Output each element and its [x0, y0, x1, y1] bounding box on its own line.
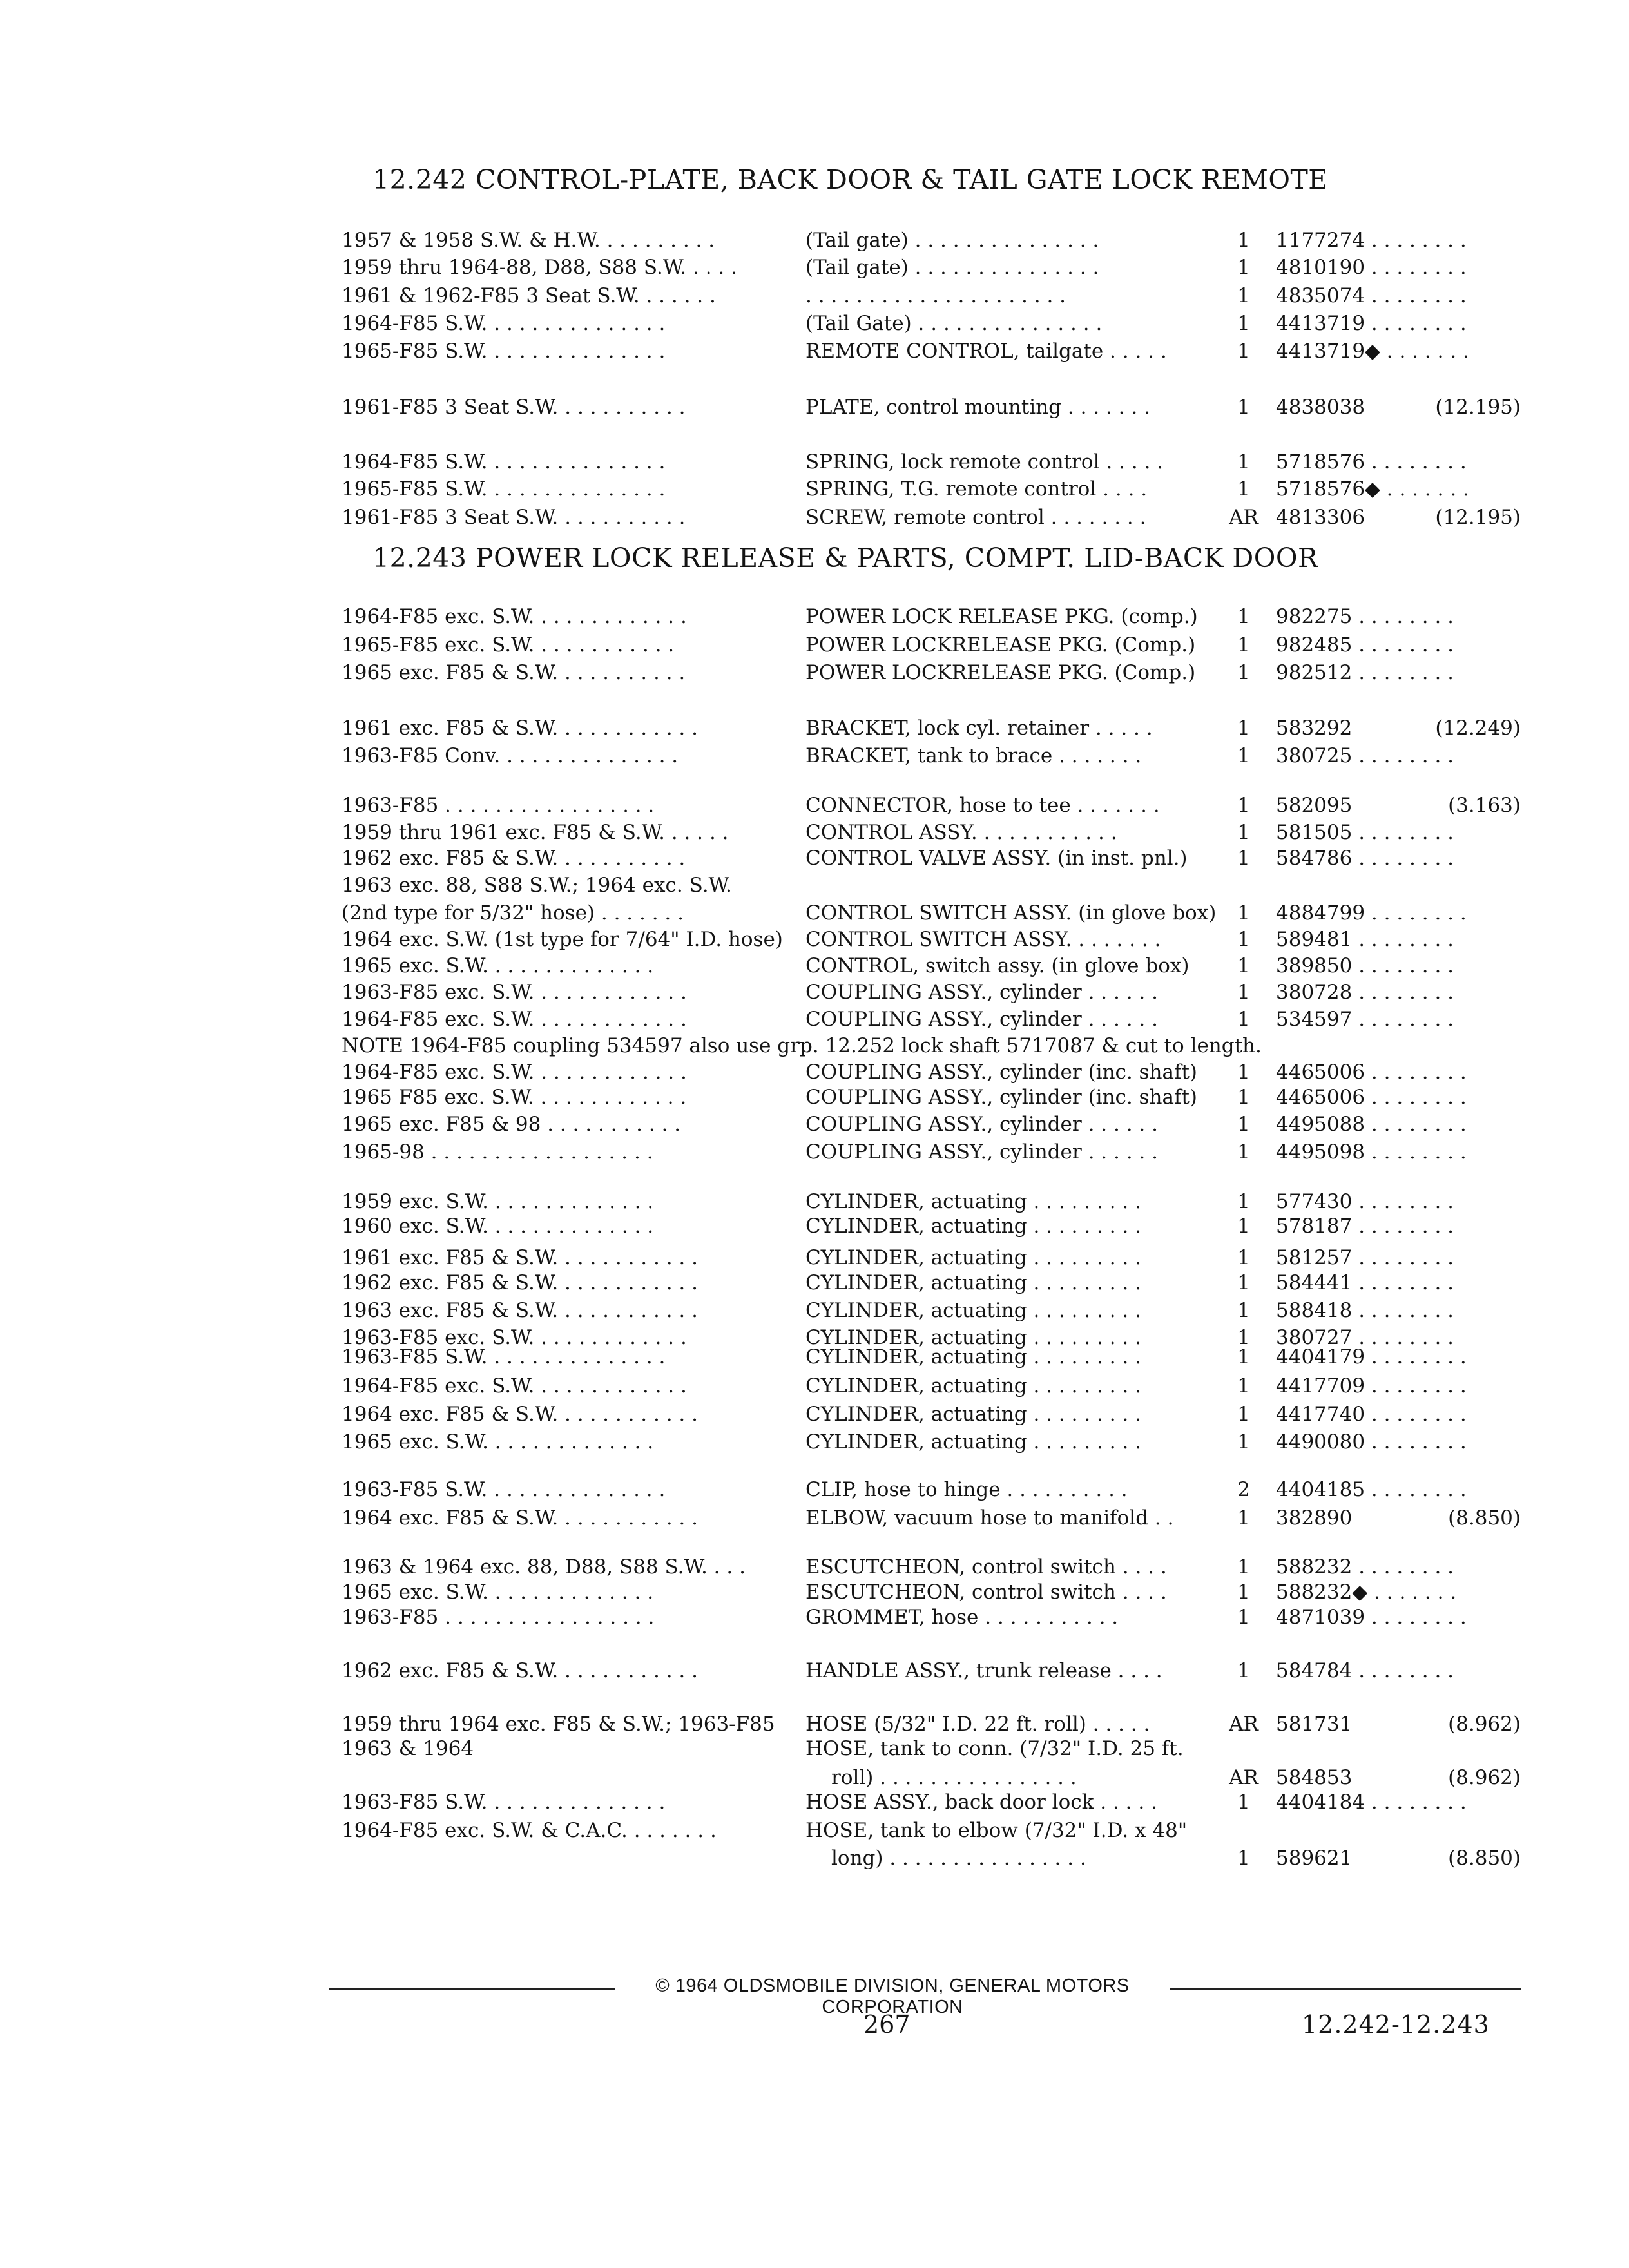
table-row: [342, 820, 1521, 845]
quantity-cell: 1: [1237, 340, 1250, 363]
table-row: [342, 1344, 1521, 1370]
quantity-cell: 1: [1237, 1008, 1250, 1031]
part-number-cell: 584784 . . . . . . . .: [1276, 1659, 1454, 1682]
part-number-cell: 4465006 . . . . . . . .: [1276, 1086, 1467, 1109]
model-cell: 1961-F85 3 Seat S.W. . . . . . . . . . .: [342, 506, 686, 529]
model-cell: (2nd type for 5/32" hose) . . . . . . .: [342, 901, 684, 925]
part-number-cell: 380727 . . . . . . . .: [1276, 1326, 1454, 1349]
model-cell: 1963-F85 Conv. . . . . . . . . . . . . . .: [342, 744, 679, 767]
table-row: [342, 927, 1521, 952]
model-cell: 1962 exc. F85 & S.W. . . . . . . . . . .: [342, 847, 686, 870]
quantity-cell: AR: [1229, 506, 1258, 529]
table-row: [342, 1505, 1521, 1531]
model-cell: 1964-F85 S.W. . . . . . . . . . . . . . .: [342, 312, 666, 335]
table-row: [342, 1006, 1521, 1032]
quantity-cell: 1: [1237, 1113, 1250, 1136]
table-row: [342, 604, 1521, 629]
model-cell: 1961-F85 3 Seat S.W. . . . . . . . . . .: [342, 396, 686, 419]
model-cell: 1965-F85 S.W. . . . . . . . . . . . . . .: [342, 477, 666, 501]
part-number-cell: 380725 . . . . . . . .: [1276, 744, 1454, 767]
model-cell: 1964 exc. F85 & S.W. . . . . . . . . . . .: [342, 1506, 698, 1530]
table-row: [342, 1059, 1521, 1085]
part-number-cell: 380728 . . . . . . . .: [1276, 981, 1454, 1004]
model-cell: 1959 thru 1964 exc. F85 & S.W.; 1963-F85: [342, 1713, 775, 1736]
quantity-cell: 1: [1237, 1374, 1250, 1398]
part-number-cell: 4417740 . . . . . . . .: [1276, 1403, 1467, 1426]
description-cell: COUPLING ASSY., cylinder . . . . . .: [805, 981, 1158, 1004]
description-cell: BRACKET, lock cyl. retainer . . . . .: [805, 716, 1153, 740]
part-number-cell: 4413719◆ . . . . . . .: [1276, 340, 1469, 363]
model-cell: 1963-F85 . . . . . . . . . . . . . . . . .: [342, 1606, 655, 1629]
table-row: [342, 1033, 1521, 1059]
table-row: [342, 660, 1521, 686]
quantity-cell: 1: [1237, 716, 1250, 740]
description-cell: POWER LOCKRELEASE PKG. (Comp.): [805, 633, 1196, 657]
group-reference-cell: (12.195): [1435, 506, 1521, 529]
part-number-cell: 4495088 . . . . . . . .: [1276, 1113, 1467, 1136]
description-cell: POWER LOCKRELEASE PKG. (Comp.): [805, 661, 1196, 684]
description-cell: CYLINDER, actuating . . . . . . . . .: [805, 1403, 1141, 1426]
description-cell: CONTROL, switch assy. (in glove box): [805, 954, 1190, 977]
part-number-cell: 982485 . . . . . . . .: [1276, 633, 1454, 657]
table-row: [342, 743, 1521, 769]
quantity-cell: 1: [1237, 450, 1250, 474]
model-cell: 1964-F85 exc. S.W. & C.A.C. . . . . . . .: [342, 1819, 717, 1842]
table-row: [342, 953, 1521, 979]
description-cell: COUPLING ASSY., cylinder (inc. shaft): [805, 1086, 1197, 1109]
table-row: [342, 1554, 1521, 1580]
model-cell: 1957 & 1958 S.W. & H.W. . . . . . . . . .: [342, 229, 715, 252]
table-row: [342, 1111, 1521, 1137]
description-cell: . . . . . . . . . . . . . . . . . . . . .: [805, 284, 1066, 307]
quantity-cell: 1: [1237, 928, 1250, 951]
table-row: [342, 793, 1521, 818]
part-number-cell: 382890: [1276, 1506, 1353, 1530]
table-row: [342, 1298, 1521, 1323]
table-row: [342, 227, 1521, 253]
part-number-cell: 534597 . . . . . . . .: [1276, 1008, 1454, 1031]
description-cell: SPRING, lock remote control . . . . .: [805, 450, 1164, 474]
quantity-cell: 1: [1237, 1345, 1250, 1369]
part-number-cell: 581257 . . . . . . . .: [1276, 1246, 1454, 1269]
quantity-cell: 1: [1237, 954, 1250, 977]
part-number-cell: 4871039 . . . . . . . .: [1276, 1606, 1467, 1629]
quantity-cell: 1: [1237, 396, 1250, 419]
model-cell: 1959 exc. S.W. . . . . . . . . . . . . .: [342, 1190, 654, 1213]
model-cell: 1965-F85 S.W. . . . . . . . . . . . . . .: [342, 340, 666, 363]
copyright-notice: © 1964 OLDSMOBILE DIVISION, GENERAL MOTORS CORPORATION: [655, 1975, 1130, 2017]
part-number-cell: 584853: [1276, 1766, 1353, 1789]
table-row: [342, 1084, 1521, 1110]
model-cell: 1963-F85 exc. S.W. . . . . . . . . . . . .: [342, 981, 687, 1004]
description-cell: SCREW, remote control . . . . . . . .: [805, 506, 1146, 529]
quantity-cell: 1: [1237, 1506, 1250, 1530]
part-number-cell: 389850 . . . . . . . .: [1276, 954, 1454, 977]
quantity-cell: 1: [1237, 1403, 1250, 1426]
table-row: [342, 311, 1521, 336]
part-number-cell: 5718576◆ . . . . . . .: [1276, 477, 1469, 501]
part-number-cell: 5718576 . . . . . . . .: [1276, 450, 1467, 474]
quantity-cell: AR: [1229, 1713, 1258, 1736]
quantity-cell: 2: [1237, 1478, 1250, 1501]
description-cell: HOSE (5/32" I.D. 22 ft. roll) . . . . .: [805, 1713, 1150, 1736]
quantity-cell: 1: [1237, 744, 1250, 767]
model-cell: 1964 exc. F85 & S.W. . . . . . . . . . . .: [342, 1403, 698, 1426]
group-reference-cell: (12.249): [1435, 716, 1521, 740]
part-number-cell: 583292: [1276, 716, 1353, 740]
table-row: [342, 1429, 1521, 1455]
part-number-cell: 589481 . . . . . . . .: [1276, 928, 1454, 951]
section-title: 12.243 POWER LOCK RELEASE & PARTS, COMPT. LID-BACK DOOR: [372, 543, 1318, 573]
part-number-cell: 582095: [1276, 794, 1353, 817]
table-row: [342, 1845, 1521, 1871]
quantity-cell: 1: [1237, 1555, 1250, 1579]
description-cell: CONTROL SWITCH ASSY. . . . . . . .: [805, 928, 1161, 951]
description-cell: GROMMET, hose . . . . . . . . . . .: [805, 1606, 1119, 1629]
quantity-cell: 1: [1237, 1659, 1250, 1682]
description-cell: CYLINDER, actuating . . . . . . . . .: [805, 1299, 1141, 1322]
quantity-cell: 1: [1237, 1061, 1250, 1084]
table-row: [342, 1373, 1521, 1399]
model-cell: 1965 exc. F85 & 98 . . . . . . . . . . .: [342, 1113, 681, 1136]
quantity-cell: 1: [1237, 1215, 1250, 1238]
model-cell: 1961 exc. F85 & S.W. . . . . . . . . . . .: [342, 716, 698, 740]
quantity-cell: 1: [1237, 1430, 1250, 1454]
table-row: [342, 715, 1521, 741]
table-row: [342, 900, 1521, 926]
part-number-cell: 588232 . . . . . . . .: [1276, 1555, 1454, 1579]
group-reference-cell: (3.163): [1448, 794, 1521, 817]
model-cell: 1963 exc. 88, S88 S.W.; 1964 exc. S.W.: [342, 874, 732, 897]
table-row: [342, 1765, 1521, 1791]
table-row: [342, 1245, 1521, 1271]
part-number-cell: 1177274 . . . . . . . .: [1276, 229, 1467, 252]
group-reference-cell: (8.962): [1448, 1713, 1521, 1736]
quantity-cell: 1: [1237, 284, 1250, 307]
part-number-cell: 4835074 . . . . . . . .: [1276, 284, 1467, 307]
description-cell: COUPLING ASSY., cylinder . . . . . .: [805, 1113, 1158, 1136]
part-number-cell: 584786 . . . . . . . .: [1276, 847, 1454, 870]
quantity-cell: 1: [1237, 1847, 1250, 1870]
model-cell: 1961 exc. F85 & S.W. . . . . . . . . . . .: [342, 1246, 698, 1269]
table-row: [342, 845, 1521, 871]
model-cell: 1962 exc. F85 & S.W. . . . . . . . . . . .: [342, 1659, 698, 1682]
table-row: [342, 1213, 1521, 1239]
table-row: [342, 1139, 1521, 1165]
model-cell: 1965 exc. S.W. . . . . . . . . . . . . .: [342, 1430, 654, 1454]
quantity-cell: 1: [1237, 1326, 1250, 1349]
group-reference-cell: (8.850): [1448, 1506, 1521, 1530]
model-cell: 1963-F85 S.W. . . . . . . . . . . . . . .: [342, 1345, 666, 1369]
model-cell: 1961 & 1962-F85 3 Seat S.W. . . . . . .: [342, 284, 716, 307]
description-cell: HOSE, tank to conn. (7/32" I.D. 25 ft.: [805, 1737, 1184, 1760]
table-row: [342, 1579, 1521, 1605]
table-row: [342, 283, 1521, 309]
table-row: [342, 632, 1521, 658]
description-cell: CYLINDER, actuating . . . . . . . . .: [805, 1430, 1141, 1454]
model-cell: 1963-F85 S.W. . . . . . . . . . . . . . .: [342, 1791, 666, 1814]
quantity-cell: 1: [1237, 1140, 1250, 1164]
description-cell: COUPLING ASSY., cylinder (inc. shaft): [805, 1061, 1197, 1084]
quantity-cell: 1: [1237, 1299, 1250, 1322]
part-number-cell: 584441 . . . . . . . .: [1276, 1271, 1454, 1294]
page-number: 267: [863, 2010, 911, 2039]
model-cell: 1959 thru 1961 exc. F85 & S.W. . . . . .: [342, 821, 729, 844]
table-row: [342, 1189, 1521, 1215]
part-number-cell: 4404184 . . . . . . . .: [1276, 1791, 1467, 1814]
description-cell: COUPLING ASSY., cylinder . . . . . .: [805, 1008, 1158, 1031]
model-cell: 1962 exc. F85 & S.W. . . . . . . . . . . .: [342, 1271, 698, 1294]
model-cell: 1964-F85 exc. S.W. . . . . . . . . . . . .: [342, 1061, 687, 1084]
description-cell: CYLINDER, actuating . . . . . . . . .: [805, 1345, 1141, 1369]
description-cell: (Tail gate) . . . . . . . . . . . . . . .: [805, 256, 1099, 279]
section-range: 12.242-12.243: [1302, 2010, 1490, 2039]
model-cell: 1963 exc. F85 & S.W. . . . . . . . . . . .: [342, 1299, 698, 1322]
model-cell: 1960 exc. S.W. . . . . . . . . . . . . .: [342, 1215, 654, 1238]
model-cell: 1965-F85 exc. S.W. . . . . . . . . . . .: [342, 633, 675, 657]
description-continuation-cell: long) . . . . . . . . . . . . . . . .: [831, 1847, 1086, 1870]
description-cell: CYLINDER, actuating . . . . . . . . .: [805, 1326, 1141, 1349]
description-cell: POWER LOCK RELEASE PKG. (comp.): [805, 605, 1198, 628]
quantity-cell: 1: [1237, 477, 1250, 501]
description-cell: ESCUTCHEON, control switch . . . .: [805, 1555, 1167, 1579]
description-cell: PLATE, control mounting . . . . . . .: [805, 396, 1150, 419]
footer-rule-left: [329, 1988, 615, 1990]
description-cell: ELBOW, vacuum hose to manifold . .: [805, 1506, 1174, 1530]
description-cell: CYLINDER, actuating . . . . . . . . .: [805, 1215, 1141, 1238]
part-number-cell: 4490080 . . . . . . . .: [1276, 1430, 1467, 1454]
quantity-cell: 1: [1237, 1791, 1250, 1814]
model-cell: 1963-F85 . . . . . . . . . . . . . . . . .: [342, 794, 655, 817]
model-cell: 1965 exc. S.W. . . . . . . . . . . . . .: [342, 954, 654, 977]
quantity-cell: 1: [1237, 1246, 1250, 1269]
part-number-cell: 4495098 . . . . . . . .: [1276, 1140, 1467, 1164]
part-number-cell: 4884799 . . . . . . . .: [1276, 901, 1467, 925]
quantity-cell: 1: [1237, 229, 1250, 252]
table-row: [342, 476, 1521, 502]
table-row: [342, 394, 1521, 420]
description-cell: CONTROL ASSY. . . . . . . . . . . .: [805, 821, 1117, 844]
quantity-cell: 1: [1237, 1581, 1250, 1604]
model-cell: 1965 F85 exc. S.W. . . . . . . . . . . . .: [342, 1086, 687, 1109]
description-cell: CONTROL SWITCH ASSY. (in glove box): [805, 901, 1217, 925]
description-cell: CLIP, hose to hinge . . . . . . . . . .: [805, 1478, 1128, 1501]
description-cell: HANDLE ASSY., trunk release . . . .: [805, 1659, 1162, 1682]
model-cell: 1963-F85 exc. S.W. . . . . . . . . . . . .: [342, 1326, 687, 1349]
part-number-cell: 581505 . . . . . . . .: [1276, 821, 1454, 844]
group-reference-cell: (12.195): [1435, 396, 1521, 419]
description-cell: CONNECTOR, hose to tee . . . . . . .: [805, 794, 1160, 817]
section-title: 12.242 CONTROL-PLATE, BACK DOOR & TAIL GATE LOCK REMOTE: [372, 164, 1328, 195]
part-number-cell: 589621: [1276, 1847, 1353, 1870]
part-number-cell: 982275 . . . . . . . .: [1276, 605, 1454, 628]
part-number-cell: 982512 . . . . . . . .: [1276, 661, 1454, 684]
part-number-cell: 4404179 . . . . . . . .: [1276, 1345, 1467, 1369]
table-row: [342, 1477, 1521, 1503]
quantity-cell: 1: [1237, 847, 1250, 870]
table-row: [342, 505, 1521, 530]
quantity-cell: 1: [1237, 1190, 1250, 1213]
description-cell: ESCUTCHEON, control switch . . . .: [805, 1581, 1167, 1604]
quantity-cell: 1: [1237, 901, 1250, 925]
model-cell: 1965 exc. F85 & S.W. . . . . . . . . . .: [342, 661, 686, 684]
footer-rule-right: [1170, 1988, 1521, 1990]
model-cell: 1964-F85 exc. S.W. . . . . . . . . . . . .: [342, 1374, 687, 1398]
group-reference-cell: (8.962): [1448, 1766, 1521, 1789]
model-cell: 1964-F85 exc. S.W. . . . . . . . . . . . .: [342, 1008, 687, 1031]
model-cell: 1964 exc. S.W. (1st type for 7/64" I.D. hose): [342, 928, 783, 951]
quantity-cell: AR: [1229, 1766, 1258, 1789]
description-cell: HOSE, tank to elbow (7/32" I.D. x 48": [805, 1819, 1188, 1842]
table-row: [342, 338, 1521, 364]
part-number-cell: 4404185 . . . . . . . .: [1276, 1478, 1467, 1501]
quantity-cell: 1: [1237, 981, 1250, 1004]
part-number-cell: 581731: [1276, 1713, 1353, 1736]
table-row: [342, 1736, 1521, 1762]
part-number-cell: 4417709 . . . . . . . .: [1276, 1374, 1467, 1398]
quantity-cell: 1: [1237, 312, 1250, 335]
part-number-cell: 4838038: [1276, 396, 1365, 419]
table-row: [342, 1401, 1521, 1427]
description-cell: CYLINDER, actuating . . . . . . . . .: [805, 1271, 1141, 1294]
part-number-cell: 577430 . . . . . . . .: [1276, 1190, 1454, 1213]
model-cell: 1963 & 1964 exc. 88, D88, S88 S.W. . . .: [342, 1555, 746, 1579]
description-cell: CONTROL VALVE ASSY. (in inst. pnl.): [805, 847, 1188, 870]
quantity-cell: 1: [1237, 1271, 1250, 1294]
table-row: [342, 1604, 1521, 1630]
model-cell: 1965 exc. S.W. . . . . . . . . . . . . .: [342, 1581, 654, 1604]
quantity-cell: 1: [1237, 605, 1250, 628]
quantity-cell: 1: [1237, 1086, 1250, 1109]
part-number-cell: 588232◆ . . . . . . .: [1276, 1581, 1457, 1604]
note-text: NOTE 1964-F85 coupling 534597 also use grp. 12.252 lock shaft 5717087 & cut to length.: [342, 1034, 1262, 1057]
description-cell: (Tail gate) . . . . . . . . . . . . . . .: [805, 229, 1099, 252]
model-cell: 1959 thru 1964-88, D88, S88 S.W. . . . .: [342, 256, 737, 279]
quantity-cell: 1: [1237, 1606, 1250, 1629]
description-cell: SPRING, T.G. remote control . . . .: [805, 477, 1148, 501]
group-reference-cell: (8.850): [1448, 1847, 1521, 1870]
model-cell: 1963-F85 S.W. . . . . . . . . . . . . . .: [342, 1478, 666, 1501]
description-cell: HOSE ASSY., back door lock . . . . .: [805, 1791, 1157, 1814]
quantity-cell: 1: [1237, 821, 1250, 844]
description-cell: REMOTE CONTROL, tailgate . . . . .: [805, 340, 1167, 363]
table-row: [342, 872, 1521, 898]
quantity-cell: 1: [1237, 661, 1250, 684]
part-number-cell: 588418 . . . . . . . .: [1276, 1299, 1454, 1322]
description-cell: CYLINDER, actuating . . . . . . . . .: [805, 1190, 1141, 1213]
description-continuation-cell: roll) . . . . . . . . . . . . . . . .: [831, 1766, 1077, 1789]
description-cell: (Tail Gate) . . . . . . . . . . . . . . .: [805, 312, 1103, 335]
table-row: [342, 979, 1521, 1005]
model-cell: 1965-98 . . . . . . . . . . . . . . . . . .: [342, 1140, 653, 1164]
description-cell: CYLINDER, actuating . . . . . . . . .: [805, 1246, 1141, 1269]
model-cell: 1964-F85 exc. S.W. . . . . . . . . . . . .: [342, 605, 687, 628]
part-number-cell: 4465006 . . . . . . . .: [1276, 1061, 1467, 1084]
quantity-cell: 1: [1237, 256, 1250, 279]
model-cell: 1963 & 1964: [342, 1737, 474, 1760]
quantity-cell: 1: [1237, 633, 1250, 657]
table-row: [342, 1658, 1521, 1684]
part-number-cell: 4810190 . . . . . . . .: [1276, 256, 1467, 279]
part-number-cell: 4413719 . . . . . . . .: [1276, 312, 1467, 335]
table-row: [342, 1711, 1521, 1737]
model-cell: 1964-F85 S.W. . . . . . . . . . . . . . .: [342, 450, 666, 474]
quantity-cell: 1: [1237, 794, 1250, 817]
part-number-cell: 578187 . . . . . . . .: [1276, 1215, 1454, 1238]
table-row: [342, 1818, 1521, 1843]
description-cell: COUPLING ASSY., cylinder . . . . . .: [805, 1140, 1158, 1164]
description-cell: CYLINDER, actuating . . . . . . . . .: [805, 1374, 1141, 1398]
table-row: [342, 255, 1521, 280]
table-row: [342, 1270, 1521, 1296]
part-number-cell: 4813306: [1276, 506, 1365, 529]
table-row: [342, 449, 1521, 475]
table-row: [342, 1789, 1521, 1815]
description-cell: BRACKET, tank to brace . . . . . . .: [805, 744, 1142, 767]
